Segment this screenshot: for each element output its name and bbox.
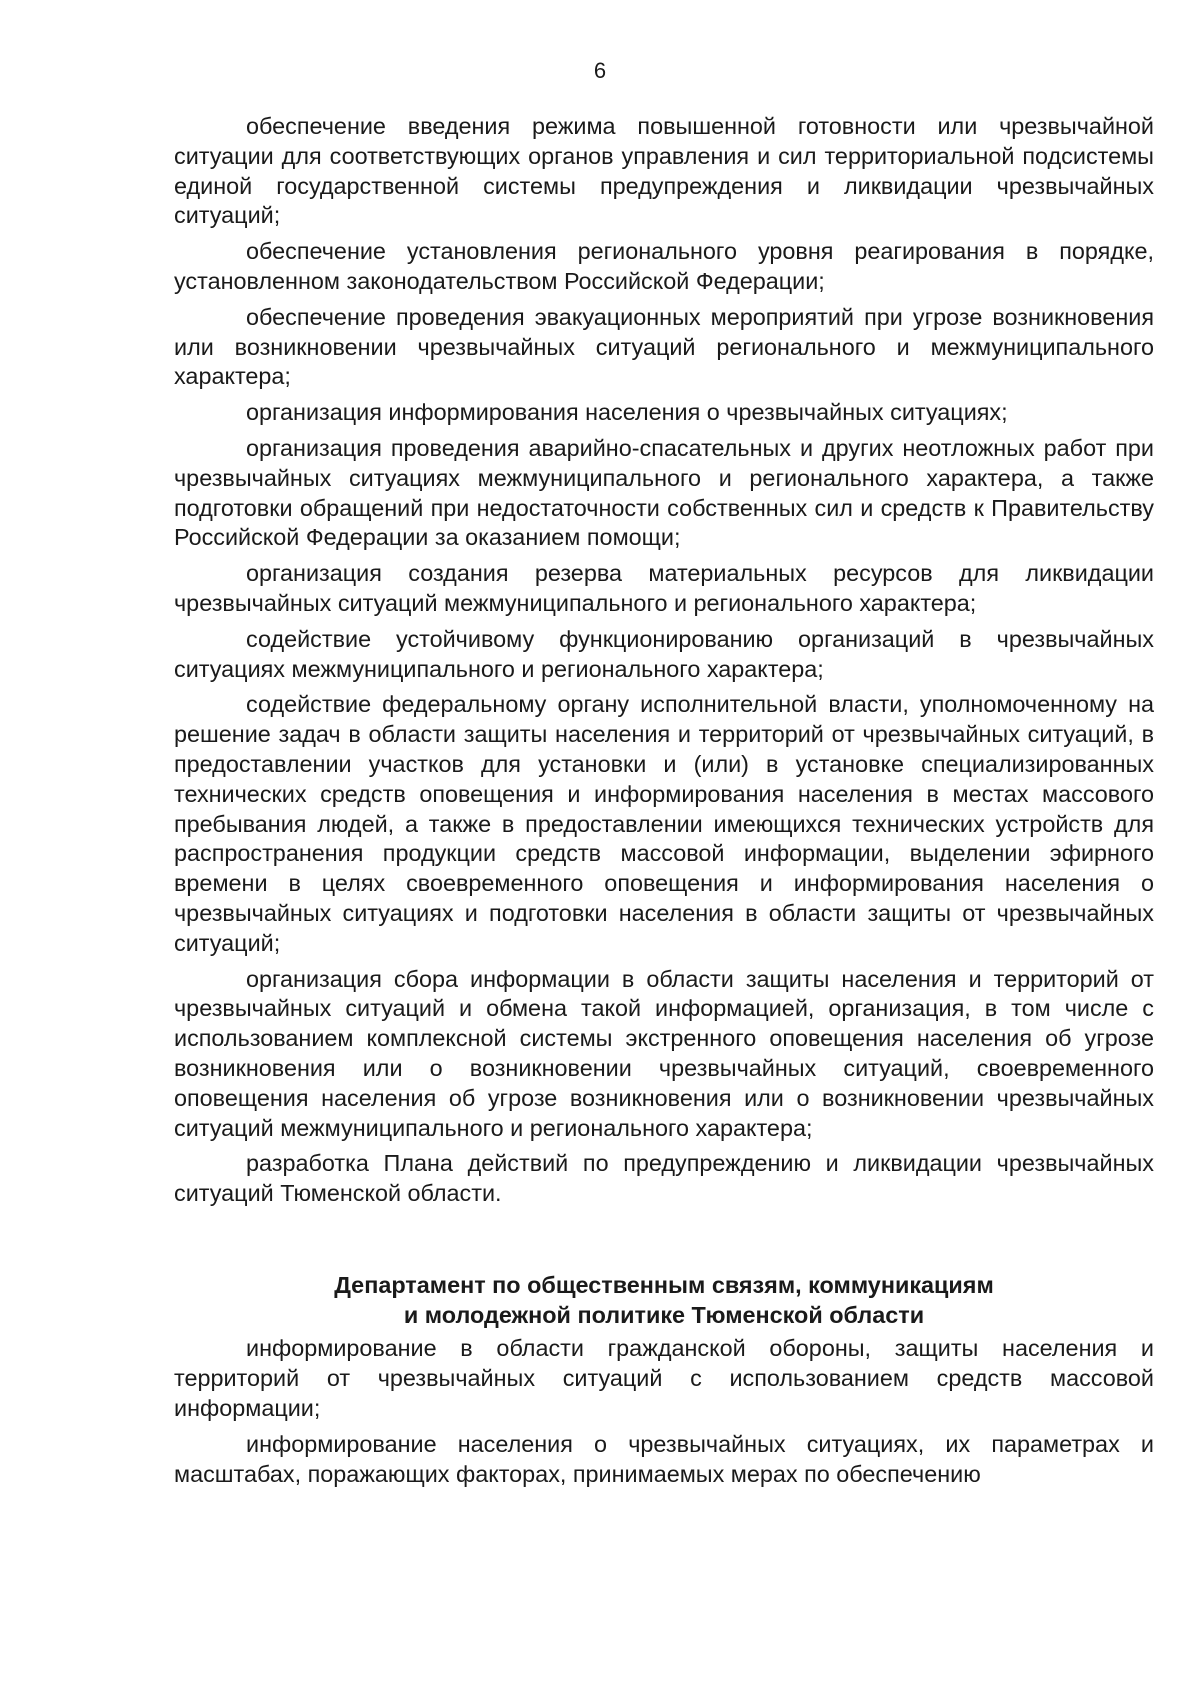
section-heading-line: и молодежной политике Тюменской области: [403, 1301, 925, 1328]
section-heading-line: Департамент по общественным связям, коммуникациям: [334, 1271, 994, 1298]
paragraph: информирование населения о чрезвычайных ситуациях, их параметрах и масштабах, поражающих факторах, принимаемых мерах по обеспечению: [174, 1430, 1154, 1487]
paragraph: организация информирования населения о чрезвычайных ситуациях;: [246, 399, 1008, 426]
paragraph: организация проведения аварийно-спасательных и других неотложных работ при чрезвычайных ситуациях межмуниципального и регионального характера, а также подготовки обращений при недостаточности собственных сил и средств к Правительству Российской Федерации за оказанием помощи;: [174, 434, 1154, 551]
paragraph: содействие федеральному органу исполнительной власти, уполномоченному на решение задач в области защиты населения и территорий от чрезвычайных ситуаций, в предоставлении участков для установки и (или) в установке специализированных технических средств оповещения и информирования населения в местах массового пребывания людей, а также в предоставлении имеющихся технических устройств для распространения продукции средств массовой информации, выделении эфирного времени в целях своевременного оповещения и информирования населения о чрезвычайных ситуациях и подготовки населения в области защиты от чрезвычайных ситуаций;: [174, 691, 1154, 956]
paragraph: обеспечение введения режима повышенной готовности или чрезвычайной ситуации для соответствующих органов управления и сил территориальной подсистемы единой государственной системы предупреждения и ликвидации чрезвычайных ситуаций;: [174, 113, 1154, 229]
paragraph: разработка Плана действий по предупреждению и ликвидации чрезвычайных ситуаций Тюменской области.: [174, 1150, 1154, 1207]
paragraph: обеспечение проведения эвакуационных мероприятий при угрозе возникновения или возникновении чрезвычайных ситуаций регионального и межмуниципального характера;: [174, 303, 1154, 390]
paragraph: организация сбора информации в области защиты населения и территорий от чрезвычайных ситуаций и обмена такой информацией, организация, в том числе с использованием комплексной системы экстренного оповещения населения об угрозе возникновения или о возникновении чрезвычайных ситуаций, своевременного оповещения населения об угрозе возникновения или о возникновении чрезвычайных ситуаций межмуниципального и регионального характера;: [174, 965, 1154, 1141]
paragraph: обеспечение установления регионального уровня реагирования в порядке, установленном законодательством Российской Федерации;: [174, 238, 1154, 294]
page-number: 6: [593, 58, 607, 83]
document-body: [174, 112, 1154, 1495]
section-heading: [174, 1271, 1154, 1331]
paragraph: информирование в области гражданской обороны, защиты населения и территорий от чрезвычайных ситуаций с использованием средств массовой информации;: [174, 1335, 1154, 1422]
paragraph: организация создания резерва материальных ресурсов для ликвидации чрезвычайных ситуаций межмуниципального и регионального характера;: [174, 560, 1154, 616]
paragraph: содействие устойчивому функционированию организаций в чрезвычайных ситуациях межмуниципального и регионального характера;: [174, 625, 1154, 682]
